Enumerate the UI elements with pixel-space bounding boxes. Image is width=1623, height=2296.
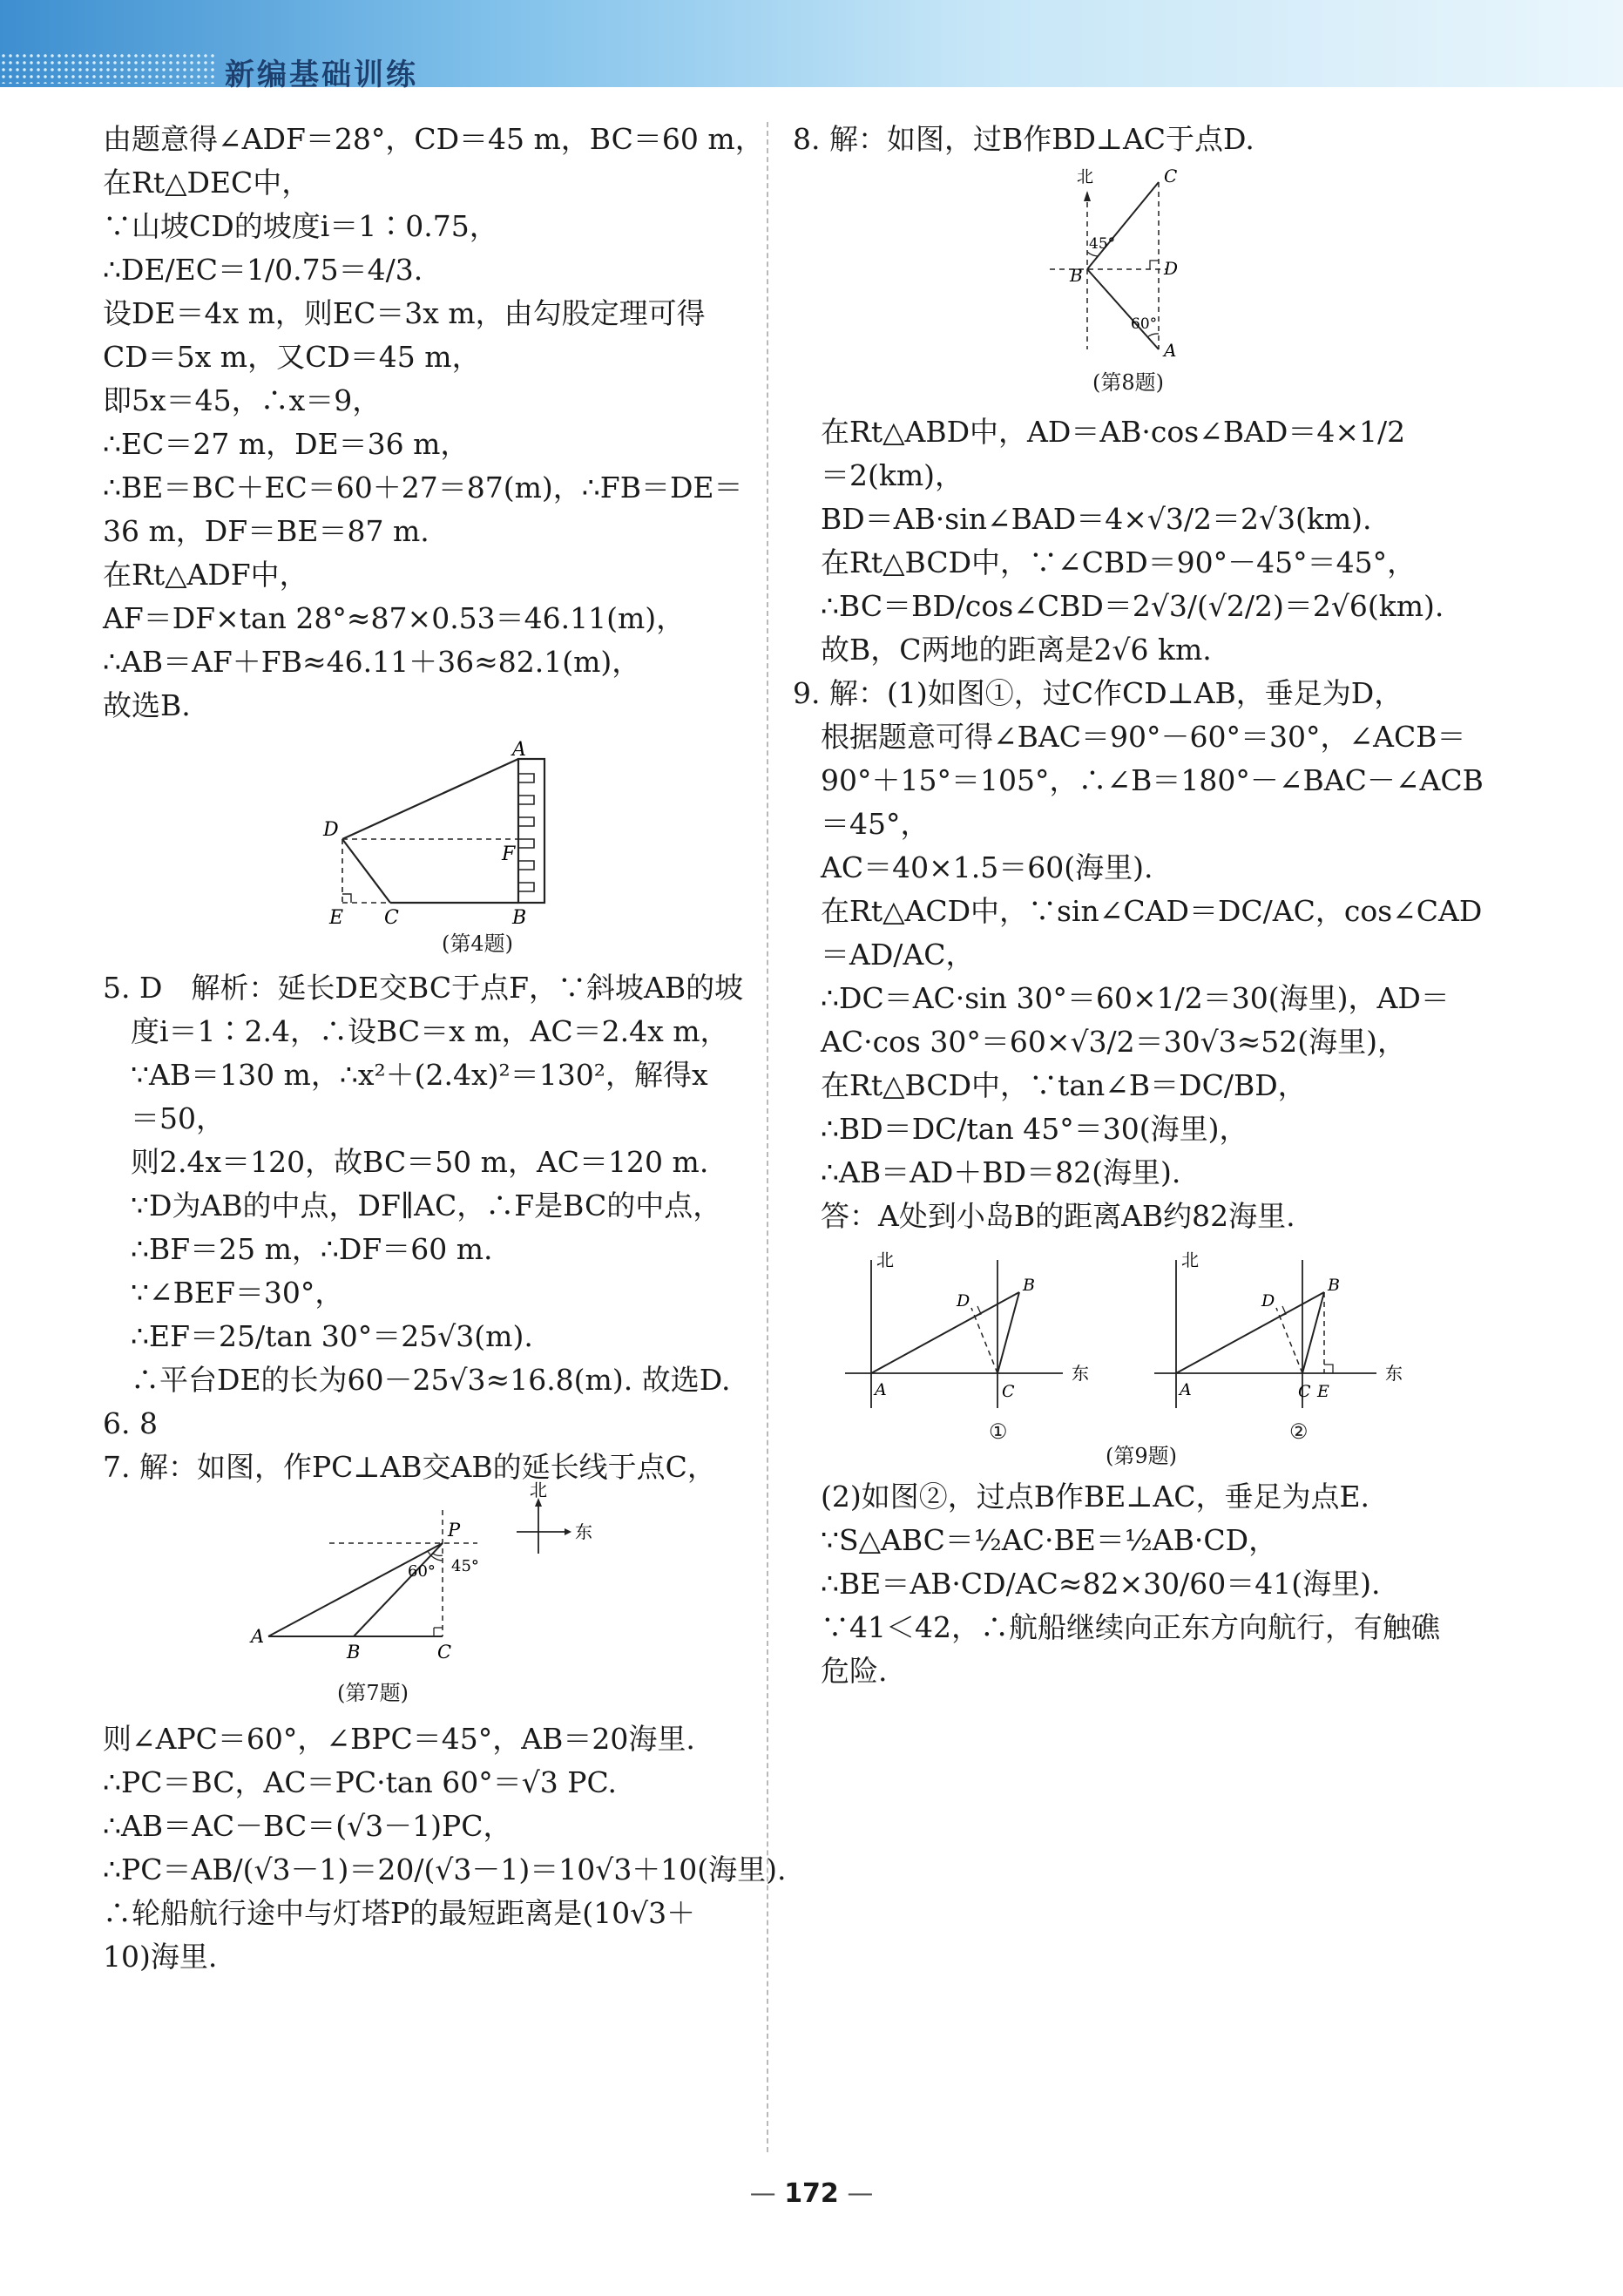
- fig9-2-label-east: 东: [1385, 1363, 1403, 1384]
- page-number: — 172 —: [749, 2178, 874, 2209]
- text-line: 度i＝1∶2.4，∴设BC＝x m，AC＝2.4x m，: [131, 1014, 729, 1048]
- left-text-block-c: [103, 1717, 787, 1979]
- fig9-2-label-e: E: [1317, 1382, 1329, 1401]
- left-text-block-a: [103, 118, 764, 728]
- figure-7-caption: (第7题): [337, 1681, 409, 1705]
- fig9-1-label-c: C: [1002, 1382, 1015, 1401]
- fig7-label-b: B: [347, 1642, 361, 1663]
- text-line: 5. D 解析：延长DE交BC于点F，∵斜坡AB的坡: [103, 971, 744, 1005]
- header-dot-pattern: [0, 52, 218, 84]
- text-line: 则∠APC＝60°，∠BPC＝45°，AB＝20海里.: [103, 1722, 695, 1756]
- text-line: 在Rt△ABD中，AD＝AB·cos∠BAD＝4×1/2: [821, 415, 1406, 449]
- text-line: (2)如图②，过点B作BE⊥AC，垂足为点E.: [821, 1480, 1370, 1514]
- fig8-label-60: 60°: [1131, 315, 1158, 333]
- text-line: 在Rt△BCD中，∵∠CBD＝90°－45°＝45°，: [821, 545, 1417, 579]
- figure-8-diagram: [1028, 166, 1228, 367]
- figure-9: [836, 1247, 1468, 1468]
- fig9-2-label-a: A: [1180, 1380, 1192, 1399]
- fig7-label-north: 北: [530, 1480, 547, 1500]
- text-line: 根据题意可得∠BAC＝90°－60°＝30°，∠ACB＝: [821, 720, 1466, 754]
- fig9-1-label-b: B: [1023, 1276, 1035, 1295]
- fig8-label-c: C: [1164, 166, 1178, 186]
- fig9-2-label-north: 北: [1181, 1250, 1199, 1270]
- fig4-label-c: C: [384, 907, 399, 929]
- text-line: 故B，C两地的距离是2√6 km.: [821, 633, 1212, 667]
- text-line: 即5x＝45，∴x＝9，: [103, 383, 382, 417]
- figure-9-sub1: ①: [989, 1419, 1008, 1444]
- fig7-label-east: 东: [575, 1521, 592, 1542]
- text-line: 在Rt△ACD中，∵sin∠CAD＝DC/AC，cos∠CAD: [821, 894, 1483, 928]
- text-line: ＝2(km)，: [821, 458, 964, 492]
- text-line: AC＝40×1.5＝60(海里).: [821, 850, 1153, 884]
- text-line: 9. 解：(1)如图①，过C作CD⊥AB，垂足为D，: [793, 676, 1403, 710]
- figure-9-caption: (第9题): [1106, 1444, 1177, 1468]
- fig4-label-e: E: [329, 907, 344, 929]
- text-line: ∵D为AB的中点，DF∥AC，∴F是BC的中点，: [131, 1189, 722, 1223]
- text-line: 由题意得∠ADF＝28°，CD＝45 m，BC＝60 m，: [103, 122, 764, 156]
- text-line: ∴DE/EC＝1/0.75＝4/3.: [103, 253, 423, 287]
- text-line: 故选B.: [103, 688, 191, 722]
- figure-8-caption: (第8题): [1092, 370, 1164, 395]
- fig8-label-d: D: [1164, 258, 1179, 279]
- fig9-2-label-d: D: [1261, 1291, 1275, 1311]
- text-line: 在Rt△ADF中，: [103, 558, 308, 592]
- text-line: ∴BF＝25 m，∴DF＝60 m.: [131, 1232, 493, 1266]
- text-line: ∵山坡CD的坡度i＝1∶0.75，: [103, 209, 498, 243]
- text-line: ＝50，: [131, 1101, 225, 1135]
- figure-4: [294, 739, 747, 959]
- fig8-label-45: 45°: [1089, 235, 1116, 253]
- text-line: ∴轮船航行途中与灯塔P的最短距离是(10√3＋: [103, 1896, 696, 1930]
- figure-4-diagram: [294, 739, 660, 929]
- figure-7: [251, 1480, 747, 1709]
- figure-9-diagram: [836, 1247, 1446, 1421]
- text-line: ∵S△ABC＝½AC·BE＝½AB·CD，: [821, 1523, 1278, 1557]
- text-line: 在Rt△BCD中，∵tan∠B＝DC/BD，: [821, 1068, 1307, 1102]
- fig8-label-b: B: [1070, 265, 1083, 286]
- text-line: ＝AD/AC，: [821, 938, 975, 972]
- text-line: ∴AB＝AF＋FB≈46.11＋36≈82.1(m)，: [103, 645, 641, 679]
- fig9-1-label-east: 东: [1072, 1363, 1089, 1384]
- header-brand: 新编基础训练: [225, 58, 418, 92]
- text-line: 则2.4x＝120，故BC＝50 m，AC＝120 m.: [131, 1145, 709, 1179]
- right-text-block-b: [793, 1475, 1468, 1693]
- right-text-block-a: [793, 410, 1484, 1238]
- text-line: BD＝AB·sin∠BAD＝4×√3/2＝2√3(km).: [821, 502, 1372, 536]
- text-line: 7. 解：如图，作PC⊥AB交AB的延长线于点C，: [103, 1450, 716, 1484]
- text-line: ∴PC＝AB/(√3－1)＝20/(√3－1)＝10√3＋10(海里).: [103, 1852, 787, 1886]
- figure-4-caption: (第4题): [442, 931, 513, 956]
- fig9-1-label-north: 北: [876, 1250, 894, 1270]
- fig4-label-a: A: [512, 739, 526, 761]
- column-divider: [767, 122, 768, 2152]
- fig7-label-a: A: [251, 1626, 265, 1647]
- text-line: 90°＋15°＝105°，∴∠B＝180°－∠BAC－∠ACB: [821, 763, 1484, 797]
- fig8-label-a: A: [1164, 340, 1177, 361]
- text-line: ∵41＜42，∴航船继续向正东方向航行，有触礁: [821, 1610, 1440, 1644]
- text-line: ∴BC＝BD/cos∠CBD＝2√3/(√2/2)＝2√6(km).: [821, 589, 1444, 623]
- text-line: ∴EC＝27 m，DE＝36 m，: [103, 427, 470, 461]
- text-line: AF＝DF×tan 28°≈87×0.53＝46.11(m)，: [103, 601, 686, 635]
- fig7-label-45: 45°: [451, 1557, 479, 1575]
- text-line: ∴EF＝25/tan 30°＝25√3(m).: [131, 1319, 533, 1353]
- text-line: 设DE＝4x m，则EC＝3x m，由勾股定理可得: [103, 296, 706, 330]
- text-line: ∴DC＝AC·sin 30°＝60×1/2＝30(海里)，AD＝: [821, 981, 1450, 1015]
- figure-7-diagram: [251, 1480, 599, 1684]
- text-line: 在Rt△DEC中，: [103, 166, 311, 200]
- page-number-value: 172: [784, 2178, 839, 2209]
- fig4-label-d: D: [323, 819, 339, 841]
- fig4-label-b: B: [512, 907, 527, 929]
- figure-9-sub2: ②: [1289, 1419, 1309, 1444]
- text-line: ∴AB＝AD＋BD＝82(海里).: [821, 1155, 1181, 1189]
- text-line: ∴BD＝DC/tan 45°＝30(海里)，: [821, 1112, 1248, 1146]
- text-line: ∴平台DE的长为60－25√3≈16.8(m). 故选D.: [131, 1363, 731, 1397]
- left-text-block-b: [103, 966, 747, 1489]
- text-line: 6. 8: [103, 1406, 158, 1440]
- fig9-2-label-c: C: [1298, 1382, 1311, 1401]
- text-line: 10)海里.: [103, 1940, 218, 1974]
- text-line: CD＝5x m，又CD＝45 m，: [103, 340, 481, 374]
- fig9-2-label-b: B: [1328, 1276, 1340, 1295]
- text-line: ∴BE＝AB·CD/AC≈82×30/60＝41(海里).: [821, 1567, 1381, 1601]
- fig7-label-c: C: [437, 1642, 452, 1663]
- right-column: [793, 118, 1484, 1693]
- fig9-1-label-d: D: [957, 1291, 970, 1311]
- text-line: ∴PC＝BC，AC＝PC·tan 60°＝√3 PC.: [103, 1765, 618, 1799]
- figure-8: [1028, 166, 1468, 398]
- text-line: ∵∠BEF＝30°，: [131, 1276, 344, 1310]
- text-line: ∴AB＝AC－BC＝(√3－1)PC，: [103, 1809, 512, 1843]
- text-line: ∵AB＝130 m，∴x²＋(2.4x)²＝130²，解得x: [131, 1058, 708, 1092]
- text-line: AC·cos 30°＝60×√3/2＝30√3≈52(海里)，: [821, 1025, 1407, 1059]
- text-line: 答：A处到小岛B的距离AB约82海里.: [821, 1199, 1295, 1233]
- text-line: ＝45°，: [821, 807, 930, 841]
- left-column: [103, 118, 787, 1979]
- fig7-label-p: P: [448, 1520, 461, 1541]
- fig8-label-north: 北: [1077, 167, 1094, 186]
- fig9-1-label-a: A: [875, 1380, 887, 1399]
- fig4-label-f: F: [502, 843, 516, 865]
- problem-8-intro: 8. 解：如图，过B作BD⊥AC于点D.: [793, 122, 1254, 156]
- text-line: ∴BE＝BC＋EC＝60＋27＝87(m)，∴FB＝DE＝: [103, 471, 743, 505]
- fig7-label-60: 60°: [408, 1562, 436, 1581]
- text-line: 36 m，DF＝BE＝87 m.: [103, 514, 429, 548]
- text-line: 危险.: [821, 1654, 888, 1688]
